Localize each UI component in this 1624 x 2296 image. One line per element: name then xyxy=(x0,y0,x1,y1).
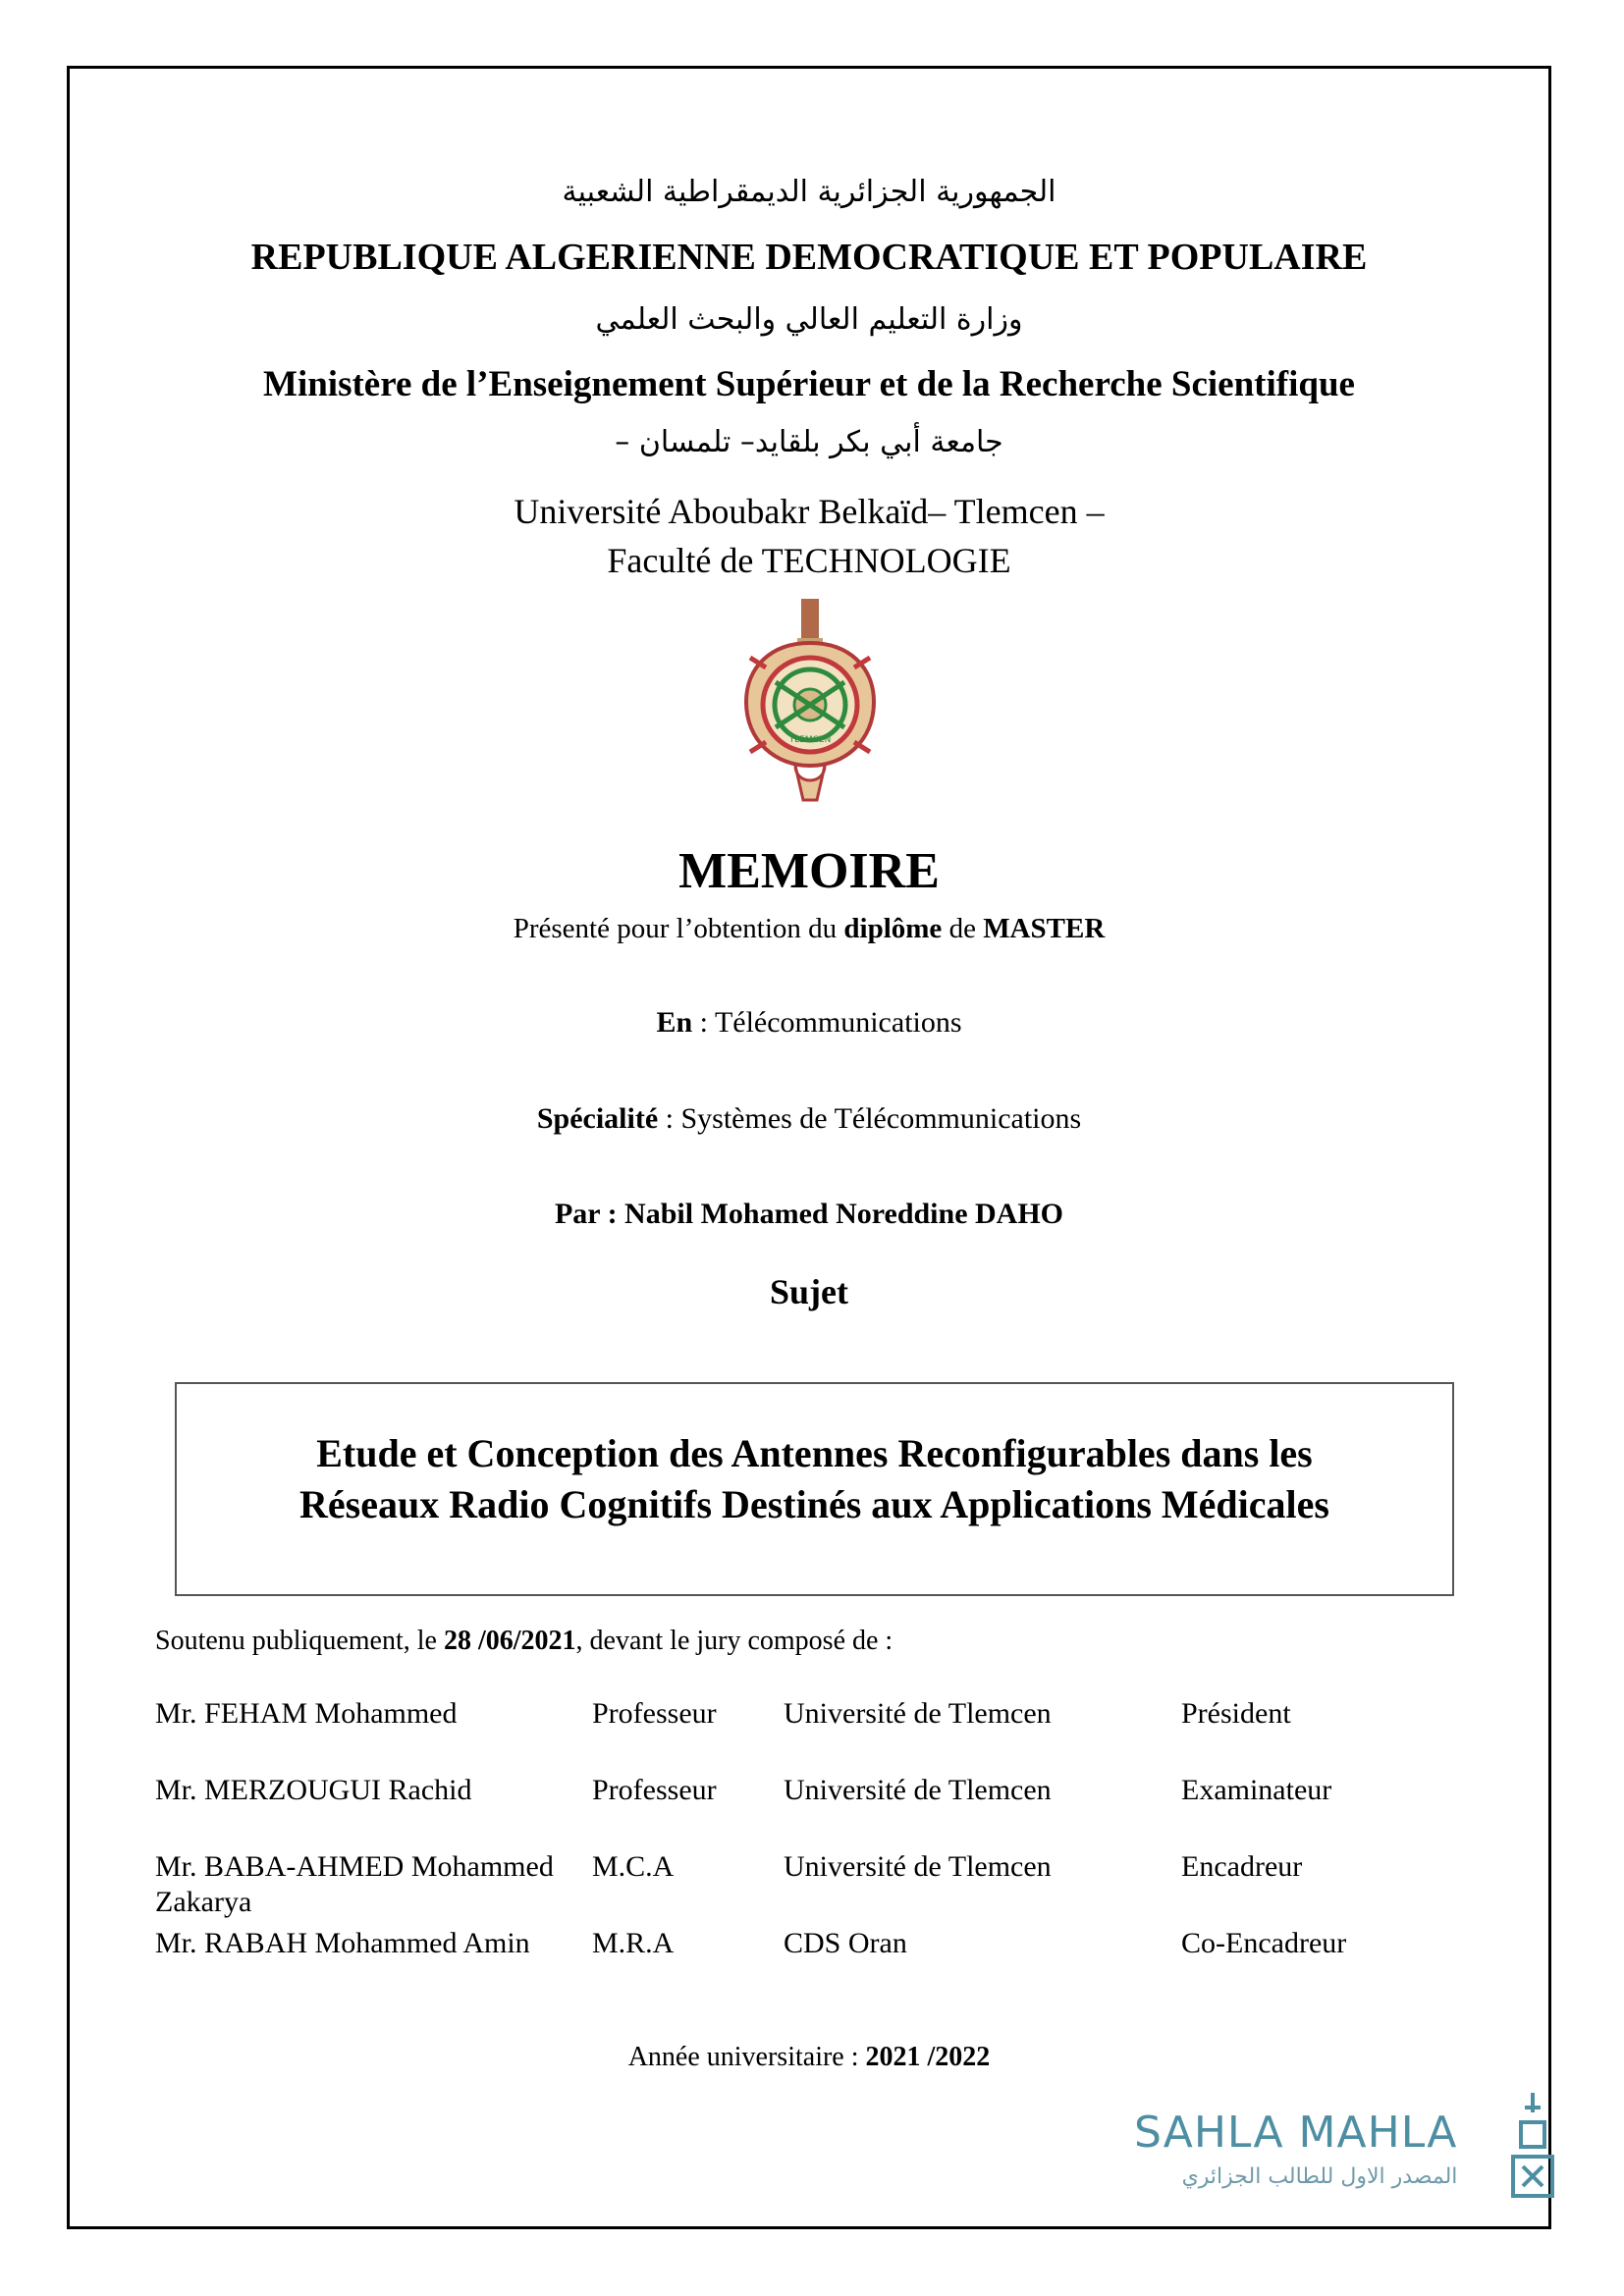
document-type-title: MEMOIRE xyxy=(678,843,940,899)
watermark-subtitle: المصدر الاول للطالب الجزائري xyxy=(1181,2164,1458,2189)
presented-line: Présenté pour l’obtention du diplôme de MASTER xyxy=(513,913,1106,944)
jury-grade: M.R.A xyxy=(592,1927,675,1959)
arabic-university-title: جامعة أبي بكر بلقايد– تلمسان – xyxy=(615,425,1003,459)
svg-text:TLEMCEN: TLEMCEN xyxy=(788,735,832,745)
jury-name: Mr. FEHAM Mohammed xyxy=(155,1697,458,1730)
faculty-name: Faculté de TECHNOLOGIE xyxy=(607,541,1011,580)
specialty-line: Spécialité : Systèmes de Télécommunications xyxy=(536,1102,1082,1135)
jury-role: Président xyxy=(1181,1697,1291,1730)
jury-row xyxy=(155,1849,1432,1926)
jury-institution: Université de Tlemcen xyxy=(784,1850,1052,1883)
jury-name: Mr. RABAH Mohammed Amin xyxy=(155,1927,530,1959)
watermark-logo xyxy=(1134,2106,1566,2214)
jury-role: Encadreur xyxy=(1181,1850,1303,1883)
jury-row xyxy=(155,1696,1432,1773)
university-emblem-icon xyxy=(736,599,884,810)
subject-box xyxy=(175,1382,1454,1596)
calligraphy-icon xyxy=(1503,2088,1562,2206)
field-line: En : Télécommunications xyxy=(656,1006,962,1039)
jury-name: Mr. BABA-AHMED Mohammed Zakarya xyxy=(155,1850,554,1918)
jury-institution: Université de Tlemcen xyxy=(784,1774,1052,1806)
defense-statement: Soutenu publiquement, le 28 /06/2021, devant le jury composé de : xyxy=(155,1626,893,1656)
jury-grade: M.C.A xyxy=(592,1850,675,1883)
university-name: Université Aboubakr Belkaïd– Tlemcen – xyxy=(514,492,1105,531)
arabic-republic-title: الجمهورية الجزائرية الديمقراطية الشعبية xyxy=(562,175,1056,209)
subject-line-2: Réseaux Radio Cognitifs Destinés aux Applications Médicales xyxy=(299,1482,1329,1526)
arabic-ministry-title: وزارة التعليم العالي والبحث العلمي xyxy=(595,302,1023,337)
jury-grade: Professeur xyxy=(592,1697,717,1730)
jury-name: Mr. MERZOUGUI Rachid xyxy=(155,1774,472,1806)
academic-year: Année universitaire : 2021 /2022 xyxy=(627,2042,991,2072)
subject-line-1: Etude et Conception des Antennes Reconfigurables dans les xyxy=(316,1431,1313,1475)
jury-role: Examinateur xyxy=(1181,1774,1332,1806)
jury-table xyxy=(155,1696,1432,2002)
author-line: Par : Nabil Mohamed Noreddine DAHO xyxy=(554,1198,1064,1230)
jury-role: Co-Encadreur xyxy=(1181,1927,1347,1959)
jury-row xyxy=(155,1926,1432,2002)
republic-title: REPUBLIQUE ALGERIENNE DEMOCRATIQUE ET POPULAIRE xyxy=(250,237,1368,278)
jury-grade: Professeur xyxy=(592,1774,717,1806)
watermark-title: SAHLA MAHLA xyxy=(1134,2108,1458,2158)
jury-row xyxy=(155,1773,1432,1849)
subject-label: Sujet xyxy=(770,1272,848,1311)
jury-institution: CDS Oran xyxy=(784,1927,907,1959)
ministry-title: Ministère de l’Enseignement Supérieur et de la Recherche Scientifique xyxy=(263,364,1355,404)
jury-institution: Université de Tlemcen xyxy=(784,1697,1052,1730)
